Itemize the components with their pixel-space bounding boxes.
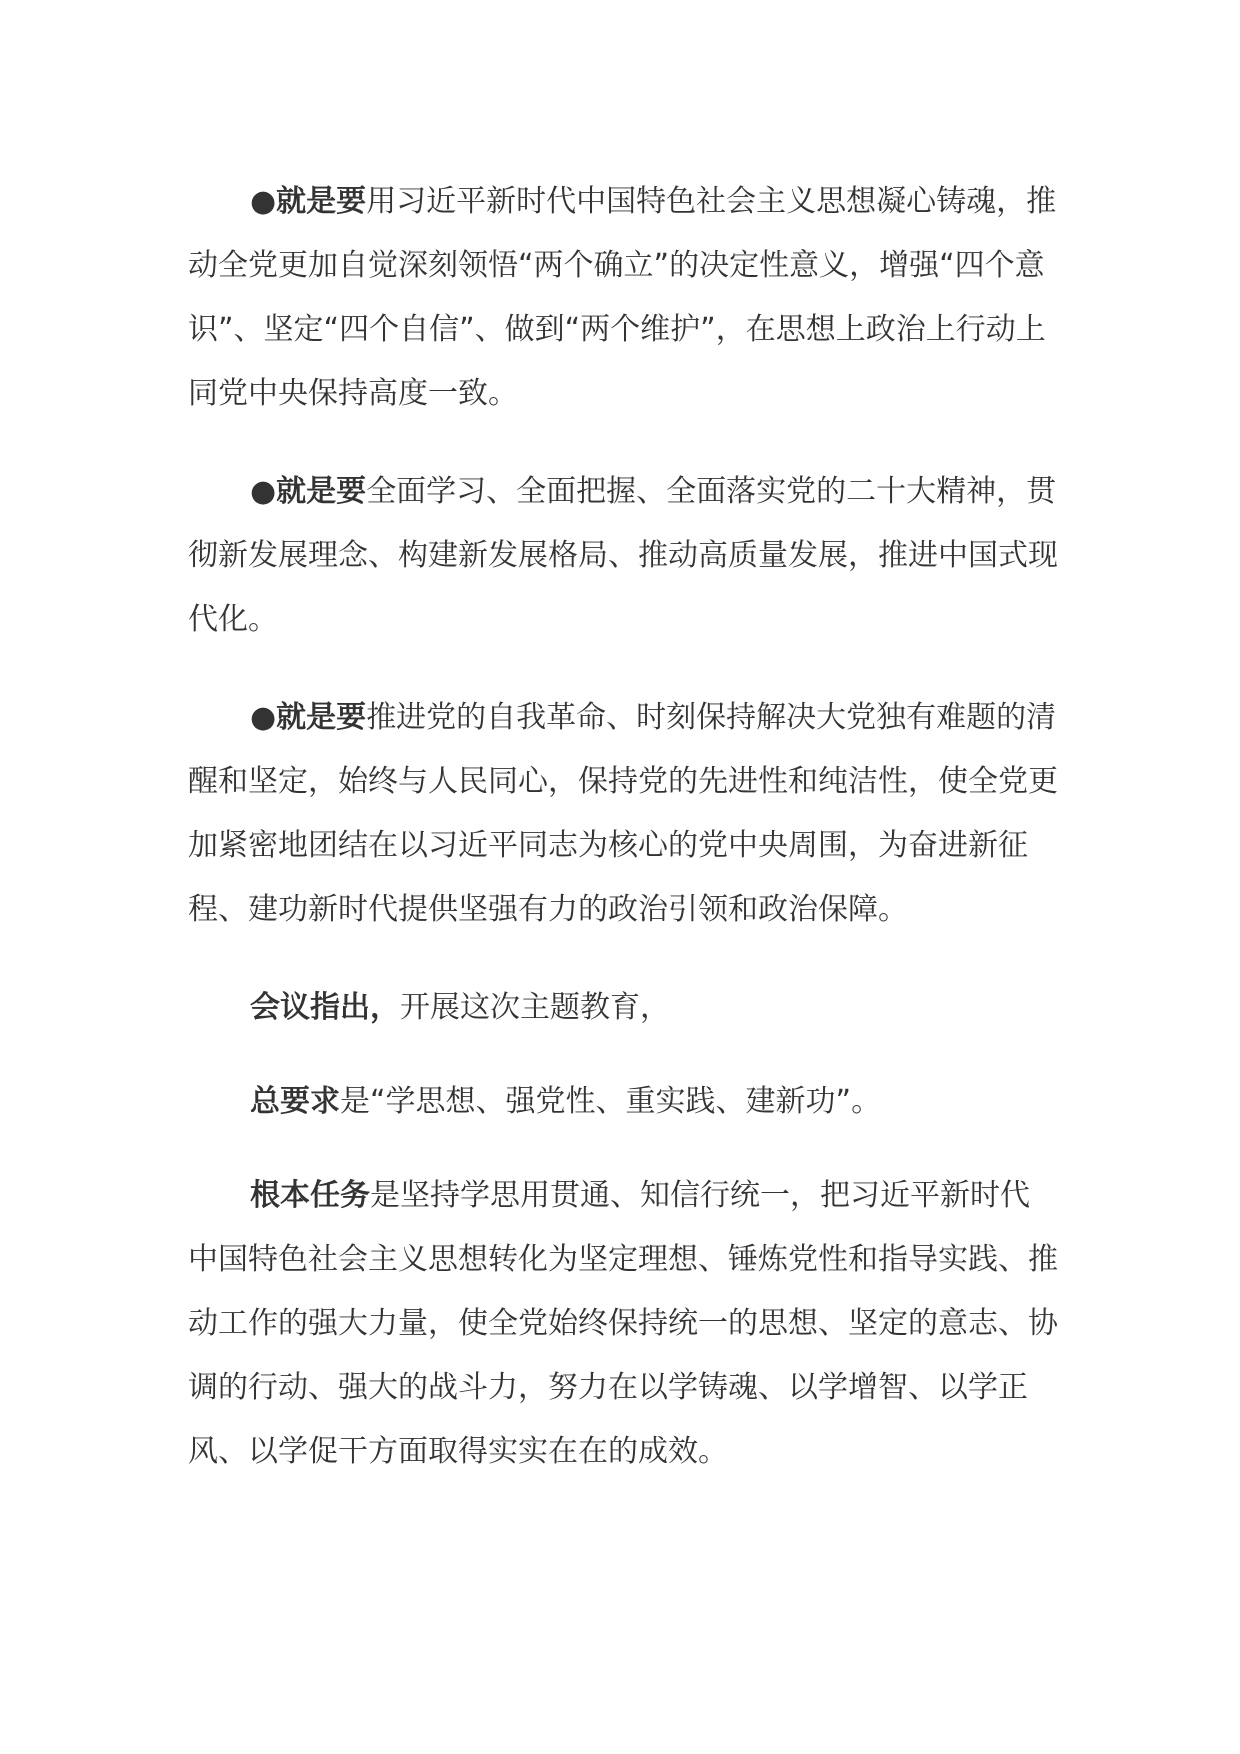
- paragraph-4: [188, 976, 1058, 1040]
- paragraph-1-lead: ●就是要: [250, 184, 367, 219]
- paragraph-5-text: 是“学思想、强党性、重实践、建新功”。: [340, 1084, 882, 1119]
- paragraph-1-text: 用习近平新时代中国特色社会主义思想凝心铸魂，推动全党更加自觉深刻领悟“两个确立”的决定性意义，增强“四个意识”、坚定“四个自信”、做到“两个维护”，在思想上政治上行动上同党中央保持高度一致。: [188, 184, 1057, 411]
- paragraph-4-lead: 会议指出，: [250, 990, 400, 1025]
- paragraph-2-lead: ●就是要: [250, 474, 367, 509]
- paragraph-2: [188, 460, 1058, 652]
- paragraph-4-text: 开展这次主题教育，: [400, 990, 670, 1025]
- paragraph-3: [188, 686, 1058, 942]
- paragraph-6-text: 是坚持学思用贯通、知信行统一，把习近平新时代中国特色社会主义思想转化为坚定理想、锤炼党性和指导实践、推动工作的强大力量，使全党始终保持统一的思想、坚定的意志、协调的行动、强大的战斗力，努力在以学铸魂、以学增智、以学正风、以学促干方面取得实实在在的成效。: [188, 1178, 1058, 1469]
- paragraph-5: [188, 1070, 1058, 1134]
- paragraph-2-text: 全面学习、全面把握、全面落实党的二十大精神，贯彻新发展理念、构建新发展格局、推动高质量发展，推进中国式现代化。: [188, 474, 1058, 637]
- paragraph-6: [188, 1164, 1058, 1484]
- document-body: [188, 170, 1058, 1518]
- paragraph-3-lead: ●就是要: [250, 700, 367, 735]
- paragraph-6-lead: 根本任务: [250, 1178, 370, 1213]
- paragraph-3-text: 推进党的自我革命、时刻保持解决大党独有难题的清醒和坚定，始终与人民同心，保持党的先进性和纯洁性，使全党更加紧密地团结在以习近平同志为核心的党中央周围，为奋进新征程、建功新时代提供坚强有力的政治引领和政治保障。: [188, 700, 1058, 927]
- paragraph-5-lead: 总要求: [250, 1084, 340, 1119]
- paragraph-1: [188, 170, 1058, 426]
